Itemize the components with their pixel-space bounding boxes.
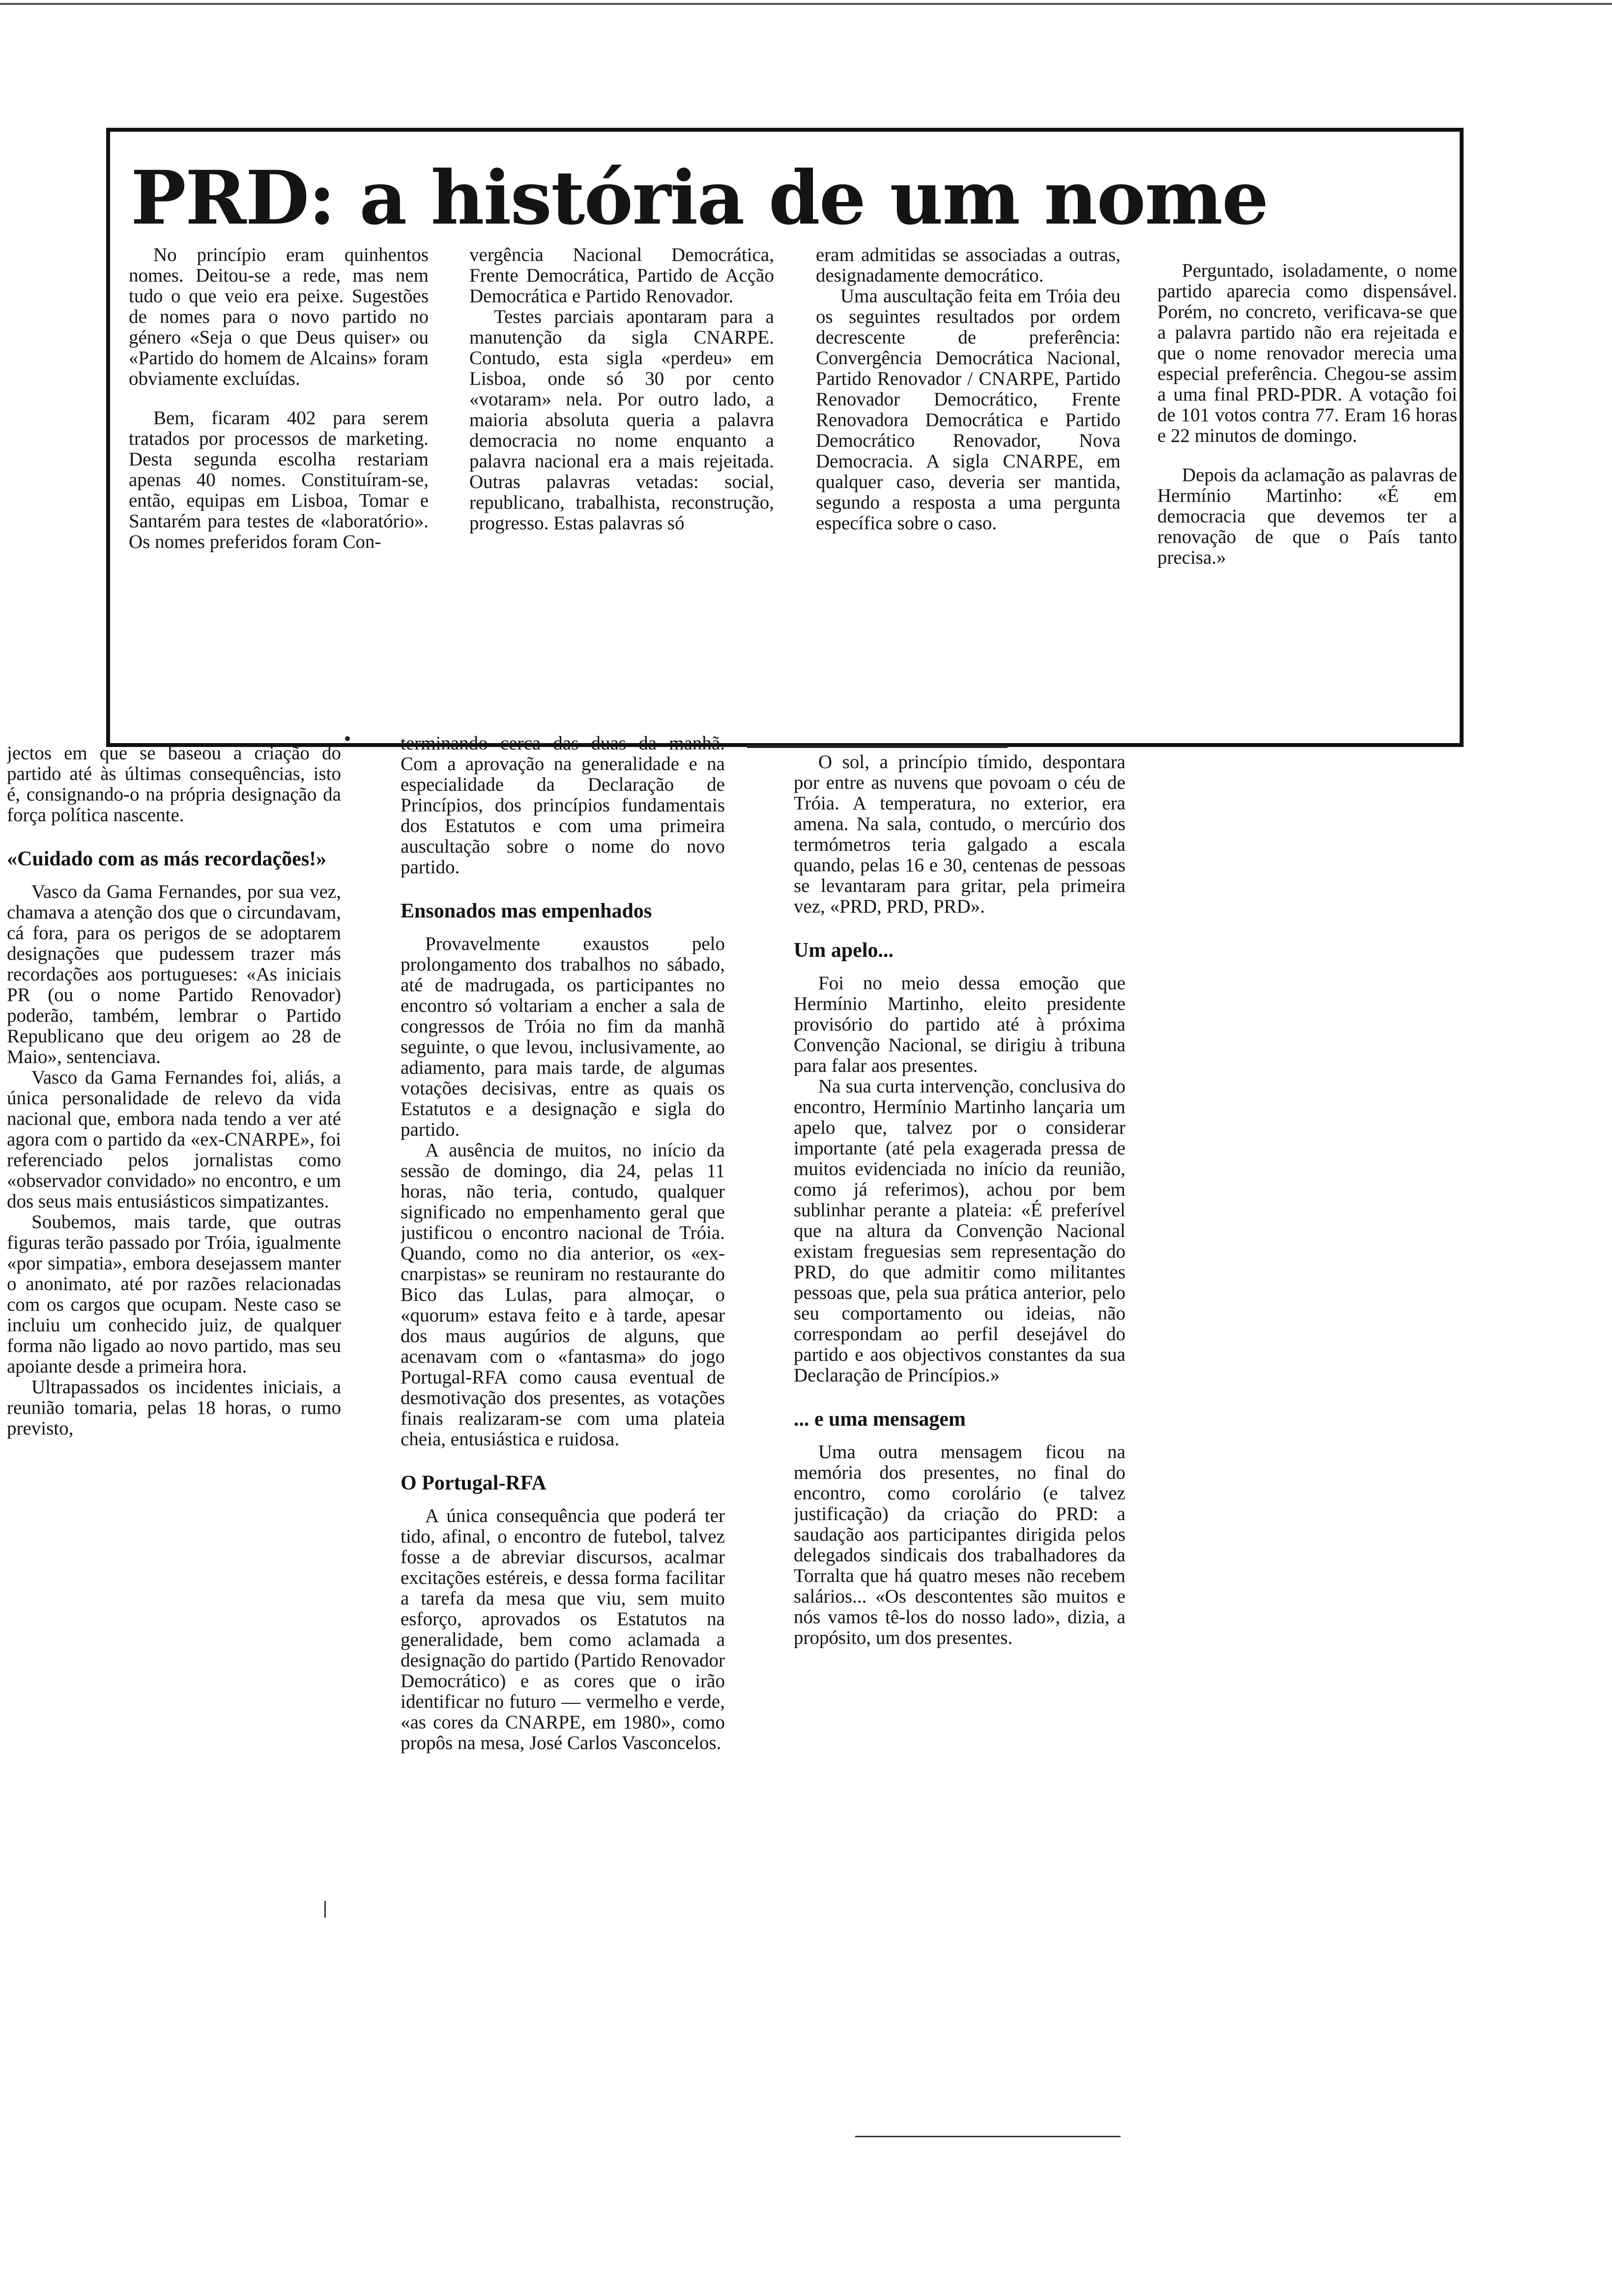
box-paragraph: vergência Nacional Democrática, Frente Democrática, Partido de Acção Democrática e Partido Renovador. bbox=[469, 245, 774, 307]
article-paragraph: A ausência de muitos, no início da sessão de domingo, dia 24, pelas 11 horas, não teria, contudo, qualquer significado no empenhamento geral que justificou o encontro nacional de Tróia. Quando, como no dia anterior, os «ex-cnarpistas» se reuniram no restaurante do Bico das Lulas, para almoçar, o «quorum» estava feito e à tarde, apesar dos maus augúrios de alguns, que acenavam com o «fantasma» do jogo Portugal-RFA como causa eventual de desmotivação dos presentes, as votações finais realizaram-se com uma plateia cheia, entusiástica e ruidosa. bbox=[401, 1140, 725, 1450]
article-paragraph: Ultrapassados os incidentes iniciais, a reunião tomaria, pelas 18 horas, o rumo previsto, bbox=[7, 1377, 341, 1439]
article-paragraph: A única consequência que poderá ter tido, afinal, o encontro de futebol, talvez fosse a de abreviar discursos, acalmar excitações estéreis, e dessa forma facilitar a tarefa da mesa que viu, sem muito esforço, aprovados os Estatutos na generalidade, bem como aclamada a designação do partido (Partido Renovador Democrático) e as cores que o irão identificar no futuro — vermelho e verde, «as cores da CNARPE, em 1980», como propôs na mesa, José Carlos Vasconcelos. bbox=[401, 1505, 725, 1753]
article-paragraph: terminando cerca das duas da manhã. Com a aprovação na generalidade e na especialidade da Declaração de Princípios, dos princípios fundamentais dos Estatutos e com uma primeira auscultação sobre o nome do novo partido. bbox=[401, 733, 725, 878]
headline: PRD: a história de um nome bbox=[131, 155, 1268, 241]
subheading: ... e uma mensagem bbox=[794, 1408, 966, 1431]
stray-mark bbox=[324, 1901, 326, 1918]
box-paragraph: eram admitidas se associadas a outras, designadamente democrático. bbox=[816, 245, 1121, 286]
box-paragraph: Depois da aclamação as palavras de Hermínio Martinho: «É em democracia que devemos ter a renovação de que o País tanto precisa.» bbox=[1157, 464, 1457, 568]
subheading: «Cuidado com as más recordações!» bbox=[7, 848, 327, 870]
article-paragraph: Soubemos, mais tarde, que outras figuras terão passado por Tróia, igualmente «por simpatia», embora desejassem manter o anonimato, até por razões relacionadas com os cargos que ocupam. Neste caso se incluiu um conhecido juiz, de qualquer forma não ligado ao novo partido, mas seu apoiante desde a primeira hora. bbox=[7, 1211, 341, 1377]
article-paragraph: Vasco da Gama Fernandes foi, aliás, a única personalidade de relevo da vida nacional que, embora nada tendo a ver até agora com o partido da «ex-CNARPE», foi referenciado pelos jornalistas como «observador convidado» no encontro, e um dos seus mais entusiásticos simpatizantes. bbox=[7, 1067, 341, 1212]
box-column-4 bbox=[1157, 260, 1457, 732]
box-paragraph: Uma auscultação feita em Tróia deu os seguintes resultados por ordem decrescente de preferência: Convergência Democrática Nacional, Partido Renovador / CNARPE, Partido Renovador Democrático, Frente Renovadora Democrática e Partido Democrático Renovador, Nova Democracia. A sigla CNARPE, em qualquer caso, deveria ser mantida, segundo a resposta a uma pergunta específica sobre o caso. bbox=[816, 286, 1121, 534]
column-rule bbox=[747, 745, 1008, 748]
article-column-3 bbox=[794, 752, 1125, 2143]
article-paragraph: Vasco da Gama Fernandes, por sua vez, chamava a atenção dos que o circundavam, cá fora, para os perigos de se adoptarem designações que pudessem trazer más recordações aos portugueses: «As iniciais PR (ou o nome Partido Renovador) poderão, também, lembrar o Partido Republicano que deu origem ao 28 de Maio», sentenciava. bbox=[7, 881, 341, 1067]
article-paragraph: jectos em que se baseou a criação do partido até às últimas consequências, isto é, consignando-o na própria designação da força política nascente. bbox=[7, 743, 341, 826]
article-paragraph: Na sua curta intervenção, conclusiva do encontro, Hermínio Martinho lançaria um apelo que, talvez por o considerar importante (até pela exagerada pressa de muitos evidenciada no início da reunião, como já referimos), achou por bem sublinhar perante a plateia: «É preferível que na altura da Convenção Nacional existam freguesias sem representação do PRD, do que admitir como militantes pessoas que, pela sua prática anterior, pelo seu comportamento ou ideias, não correspondam ao perfil desejável do partido e aos objectivos constantes da sua Declaração de Princípios.» bbox=[794, 1076, 1125, 1386]
subheading: O Portugal-RFA bbox=[401, 1472, 547, 1494]
article-column-1 bbox=[7, 743, 341, 1868]
article-paragraph: Foi no meio dessa emoção que Hermínio Martinho, eleito presidente provisório do partido até à próxima Convenção Nacional, se dirigiu à tribuna para falar aos presentes. bbox=[794, 973, 1125, 1076]
article-paragraph: Provavelmente exaustos pelo prolongamento dos trabalhos no sábado, até de madrugada, os participantes no encontro só voltariam a encher a sala de congressos de Tróia no fim da manhã seguinte, o que levou, inclusivamente, ao adiamento, para mais tarde, de algumas votações decisivas, entre as quais os Estatutos e a designação e sigla do partido. bbox=[401, 933, 725, 1140]
article-paragraph: Uma outra mensagem ficou na memória dos presentes, no final do encontro, como corolário (e talvez justificação) da criação do PRD: a saudação aos participantes dirigida pelos delegados sindicais dos trabalhadores da Torralta que há quatro meses não recebem salários... «Os descontentes são muitos e nós vamos tê-los do nosso lado», dizia, a propósito, um dos presentes. bbox=[794, 1441, 1125, 1648]
box-paragraph: Bem, ficaram 402 para serem tratados por processos de marketing. Desta segunda escolha restariam apenas 40 nomes. Constituíram-se, então, equipas em Lisboa, Tomar e Santarém para testes de «laboratório». Os nomes preferidos foram Con- bbox=[129, 407, 429, 552]
box-paragraph: No princípio eram quinhentos nomes. Deitou-se a rede, mas nem tudo o que veio era peixe. Sugestões de nomes para o novo partido no género «Seja o que Deus quiser» ou «Partido do homem de Alcains» foram obviamente excluídas. bbox=[129, 245, 429, 389]
subheading: Ensonados mas empenhados bbox=[401, 900, 652, 922]
box-column-1 bbox=[129, 245, 429, 729]
end-rule bbox=[855, 2136, 1121, 2137]
subheading: Um apelo... bbox=[794, 939, 893, 962]
box-column-3 bbox=[816, 245, 1121, 729]
article-column-2 bbox=[401, 733, 725, 2281]
box-column-2 bbox=[469, 245, 774, 729]
box-paragraph: Testes parciais apontaram para a manutenção da sigla CNARPE. Contudo, esta sigla «perdeu» em Lisboa, onde só 30 por cento «votaram» nela. Por outro lado, a maioria absoluta queria a palavra democracia no nome enquanto a palavra nacional era a mais rejeitada. Outras palavras vetadas: social, republicano, trabalhista, reconstrução, progresso. Estas palavras só bbox=[469, 306, 774, 534]
article-paragraph: O sol, a princípio tímido, despontara por entre as nuvens que povoam o céu de Tróia. A temperatura, no exterior, era amena. Na sala, contudo, o mercúrio dos termómetros teria galgado a escala quando, pelas 16 e 30, centenas de pessoas se levantaram para gritar, pela primeira vez, «PRD, PRD, PRD». bbox=[794, 752, 1125, 917]
bullet-mark bbox=[345, 736, 350, 741]
box-paragraph: Perguntado, isoladamente, o nome partido aparecia como dispensável. Porém, no concreto, verificava-se que a palavra partido não era rejeitada e que o nome renovador merecia uma especial preferência. Chegou-se assim a uma final PRD-PDR. A votação foi de 101 votos contra 77. Eram 16 horas e 22 minutos de domingo. bbox=[1157, 260, 1457, 446]
top-rule bbox=[0, 3, 1612, 5]
